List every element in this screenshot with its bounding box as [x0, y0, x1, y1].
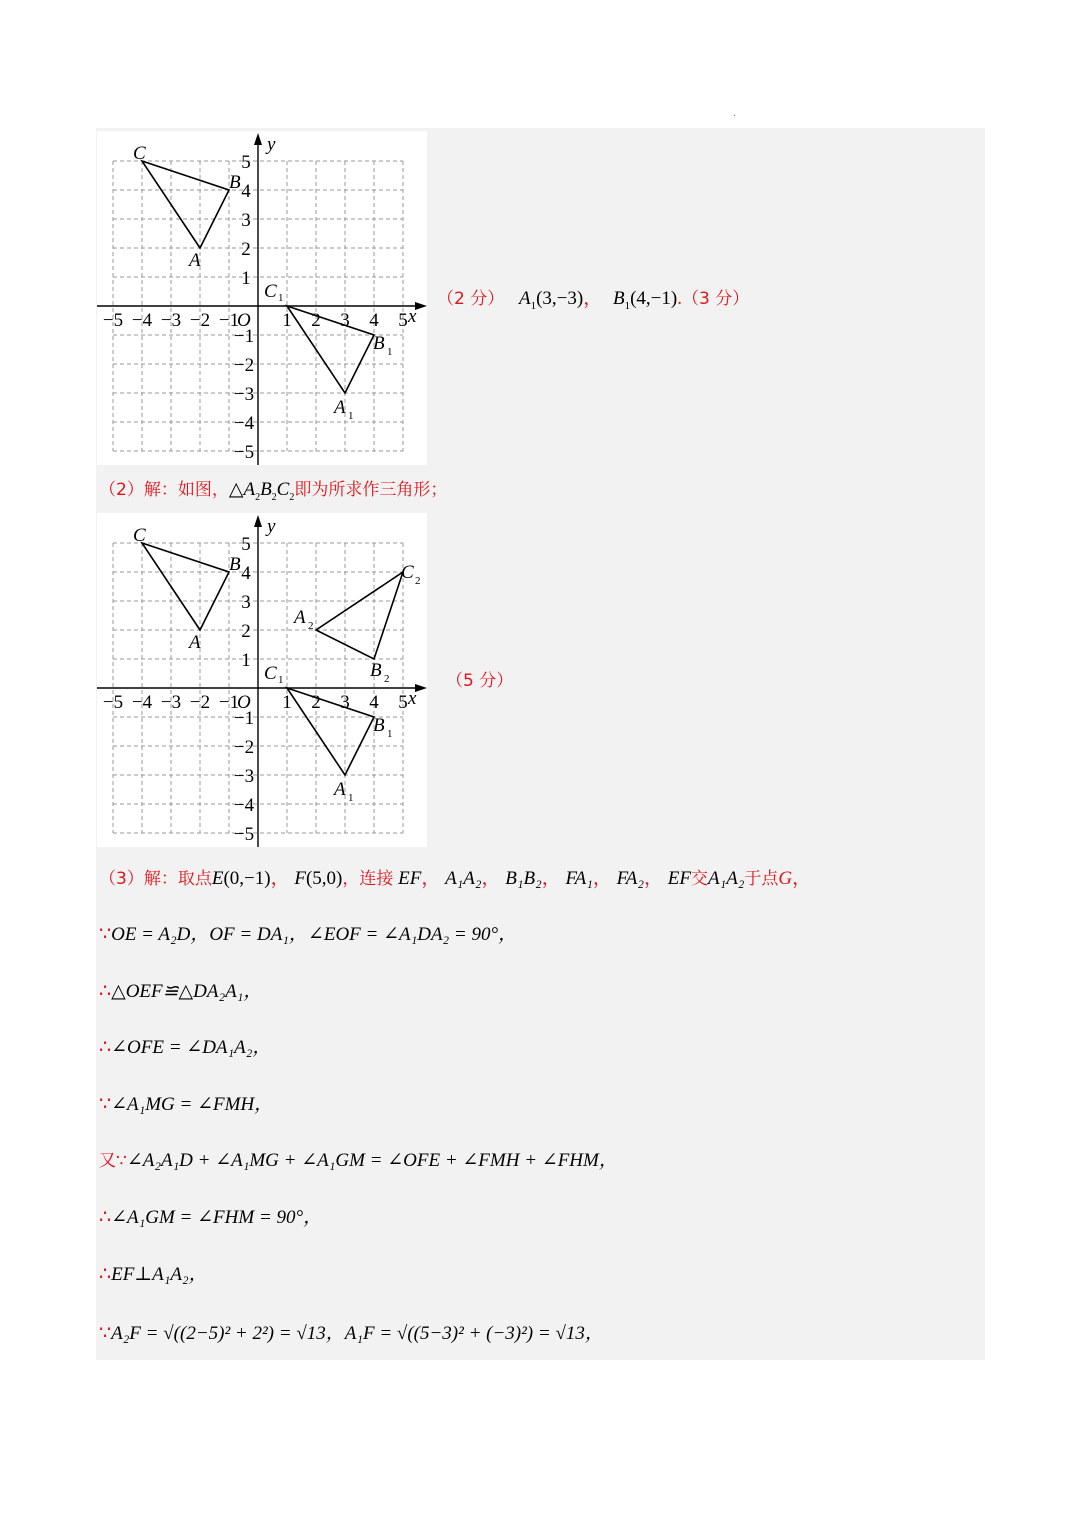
sep: ， — [583, 288, 603, 309]
c2: C — [276, 479, 290, 500]
comma-2: ， — [421, 868, 441, 889]
point-g: G — [778, 868, 793, 889]
y-tick-label: 3 — [241, 592, 251, 613]
label-c2-sub: 2 — [415, 575, 421, 587]
label-a: A — [189, 250, 201, 271]
x-tick-label: −2 — [189, 692, 211, 713]
b1-label: B — [612, 288, 625, 309]
part2-suffix: 即为所求作三角形； — [294, 480, 448, 500]
a1-label: A — [518, 288, 531, 309]
comma-6: ， — [644, 868, 664, 889]
x-axis-arrow — [415, 302, 427, 310]
triangle-a2b2c2 — [316, 572, 403, 659]
point-e: E — [211, 868, 224, 889]
x-tick-label: 5 — [398, 692, 408, 713]
b1-coords: (4,−1) — [630, 288, 678, 309]
x-tick-label: 4 — [369, 692, 379, 713]
part3-heading — [99, 867, 811, 891]
b2-sub: 2 — [271, 491, 277, 503]
comma-3: ， — [481, 868, 501, 889]
y-tick-label: −3 — [233, 384, 255, 405]
point-f: F — [294, 868, 306, 889]
label-c: C — [133, 143, 146, 164]
x-tick-label: 2 — [311, 310, 321, 331]
proof-line-6 — [99, 1206, 322, 1230]
proof-line-5 — [99, 1149, 618, 1173]
y-tick-label: −4 — [233, 413, 255, 434]
proof-symbol: ∴ — [99, 1207, 112, 1228]
y-tick-label: 1 — [241, 650, 251, 671]
header-dot: . — [733, 108, 737, 119]
x-tick-label: −1 — [218, 692, 240, 713]
seg-ef: EF — [398, 868, 422, 889]
y-tick-label: −1 — [233, 708, 255, 729]
y-tick-label: −5 — [233, 824, 255, 845]
proof-expr: ∠OFE = ∠DA₁A₂， — [111, 1037, 272, 1058]
label-c1: C — [264, 663, 277, 684]
y-tick-label: 4 — [241, 563, 251, 584]
seg-a1a2: A₁A₂ — [445, 868, 482, 889]
proof-symbol: ∵ — [99, 1094, 112, 1115]
label-c1: C — [264, 281, 277, 302]
label-b1-sub: 1 — [387, 346, 393, 358]
triangle-abc — [142, 543, 229, 630]
label-c: C — [133, 525, 146, 546]
y-tick-label: 5 — [241, 534, 251, 555]
label-a2: A — [294, 607, 306, 628]
y-tick-label: −3 — [233, 766, 255, 787]
a2: A — [243, 479, 256, 500]
label-a1: A — [334, 397, 346, 418]
a1-coords: (3,−3) — [536, 288, 584, 309]
score-5: （5 分） — [446, 671, 514, 691]
proof-expr: OE = A₂D，OF = DA₁，∠EOF = ∠A₁DA₂ = 90°， — [111, 924, 518, 945]
y-axis-arrow — [254, 133, 262, 145]
end-comma: ， — [792, 868, 812, 889]
at-point-text: 于点 — [744, 869, 779, 889]
label-a1: A — [334, 779, 346, 800]
x-tick-label: −5 — [102, 692, 124, 713]
b2: B — [260, 479, 272, 500]
a1-sub: 1 — [530, 299, 537, 312]
proof-expr: △OEF≌△DA₂A₁， — [111, 981, 263, 1002]
seg-fa1: FA₁ — [565, 868, 593, 889]
f-coords: (5,0) — [305, 868, 343, 889]
x-tick-label: 1 — [282, 692, 292, 713]
proof-line-4 — [99, 1093, 273, 1117]
label-a2-sub: 2 — [308, 620, 314, 632]
figure-2 — [97, 513, 427, 847]
label-b1: B — [373, 333, 385, 354]
x-tick-label: −3 — [160, 310, 182, 331]
x-tick-label: 3 — [340, 692, 350, 713]
proof-expr: ∠A₁GM = ∠FHM = 90°， — [111, 1207, 323, 1228]
proof-expr: EF⊥A₁A₂， — [111, 1264, 208, 1285]
comma-1: ， — [270, 868, 290, 889]
a2-sub: 2 — [255, 491, 261, 503]
comma-4: ， — [541, 868, 561, 889]
connect-text: ，连接 — [342, 869, 394, 889]
x-tick-label: 1 — [282, 310, 292, 331]
x-axis-arrow — [415, 684, 427, 692]
y-tick-label: −2 — [233, 355, 255, 376]
tick-labels — [103, 534, 408, 845]
y-tick-label: 5 — [241, 152, 251, 173]
b1-sub: 1 — [624, 299, 631, 312]
label-b: B — [229, 554, 241, 575]
label-a: A — [189, 632, 201, 653]
y-tick-label: −4 — [233, 795, 255, 816]
proof-expr: A₂F = √((2−5)² + 2²) = √13，A₁F = √((5−3)² + (−3)²) = √13， — [111, 1323, 604, 1344]
seg-b1b2: B₁B₂ — [505, 868, 542, 889]
x-tick-label: −1 — [218, 310, 240, 331]
label-a1-sub: 1 — [348, 792, 354, 804]
y-label: y — [267, 516, 276, 537]
tick-labels — [103, 152, 408, 463]
x-label: x — [408, 306, 417, 327]
x-tick-label: 4 — [369, 310, 379, 331]
e-coords: (0,−1) — [223, 868, 271, 889]
x-tick-label: −5 — [102, 310, 124, 331]
x-tick-label: −4 — [131, 310, 153, 331]
label-c1-sub: 1 — [278, 674, 284, 686]
label-b2-sub: 2 — [384, 673, 390, 685]
proof-symbol: ∴ — [99, 1264, 112, 1285]
y-tick-label: −2 — [233, 737, 255, 758]
label-a1-sub: 1 — [348, 410, 354, 422]
proof-line-1 — [99, 923, 517, 947]
label-c2: C — [401, 562, 414, 583]
y-tick-label: 4 — [241, 181, 251, 202]
proof-line-3 — [99, 1036, 271, 1060]
x-tick-label: 5 — [398, 310, 408, 331]
y-tick-label: 2 — [241, 239, 251, 260]
x-tick-label: −2 — [189, 310, 211, 331]
figure-1 — [97, 131, 427, 465]
label-b1: B — [373, 715, 385, 736]
part1-answer — [437, 287, 749, 318]
proof-line-8 — [99, 1322, 604, 1346]
y-tick-label: −1 — [233, 326, 255, 347]
triangle-a1b1c1 — [287, 688, 374, 775]
triangle-a1b1c1 — [287, 306, 374, 393]
proof-symbol: ∴ — [99, 981, 112, 1002]
seg-fa2: FA₂ — [616, 868, 644, 889]
proof-symbol: ∵ — [99, 924, 112, 945]
proof-expr: ∠A₁MG = ∠FMH， — [111, 1094, 274, 1115]
seg-ef-2: EF — [667, 868, 691, 889]
y-tick-label: −5 — [233, 442, 255, 463]
end: . — [677, 288, 682, 309]
part2-heading — [99, 478, 447, 510]
c2-sub: 2 — [289, 491, 295, 503]
triangle-sym: △ — [228, 479, 244, 500]
label-b: B — [229, 172, 241, 193]
x-tick-label: 2 — [311, 692, 321, 713]
proof-line-2 — [99, 980, 262, 1004]
origin-label: O — [237, 692, 251, 713]
label-b1-sub: 1 — [387, 728, 393, 740]
x-tick-label: −3 — [160, 692, 182, 713]
score-2: （2 分） — [437, 289, 505, 309]
x-tick-label: 3 — [340, 310, 350, 331]
part2-prefix: （2）解：如图， — [99, 480, 229, 500]
triangle-abc — [142, 161, 229, 248]
y-tick-label: 3 — [241, 210, 251, 231]
origin-label: O — [237, 310, 251, 331]
proof-line-7 — [99, 1263, 208, 1287]
proof-symbol: ∵ — [99, 1323, 112, 1344]
y-tick-label: 1 — [241, 268, 251, 289]
proof-expr: ∠A₂A₁D + ∠A₁MG + ∠A₁GM = ∠OFE + ∠FMH + ∠FHM， — [126, 1150, 618, 1171]
seg-a1a2-2: A₁A₂ — [707, 868, 745, 889]
x-label: x — [408, 688, 417, 709]
x-tick-label: −4 — [131, 692, 153, 713]
comma-5: ， — [592, 868, 612, 889]
label-b2: B — [370, 660, 382, 681]
proof-symbol: 又∵ — [99, 1151, 127, 1171]
part2-score — [446, 669, 513, 693]
score-3: （3 分） — [681, 289, 750, 309]
y-tick-label: 2 — [241, 621, 251, 642]
label-c1-sub: 1 — [278, 292, 284, 304]
proof-symbol: ∴ — [99, 1037, 112, 1058]
y-label: y — [267, 134, 276, 155]
part3-prefix: （3）解：取点 — [99, 869, 212, 889]
cross-text: 交 — [690, 869, 708, 889]
y-axis-arrow — [254, 515, 262, 527]
